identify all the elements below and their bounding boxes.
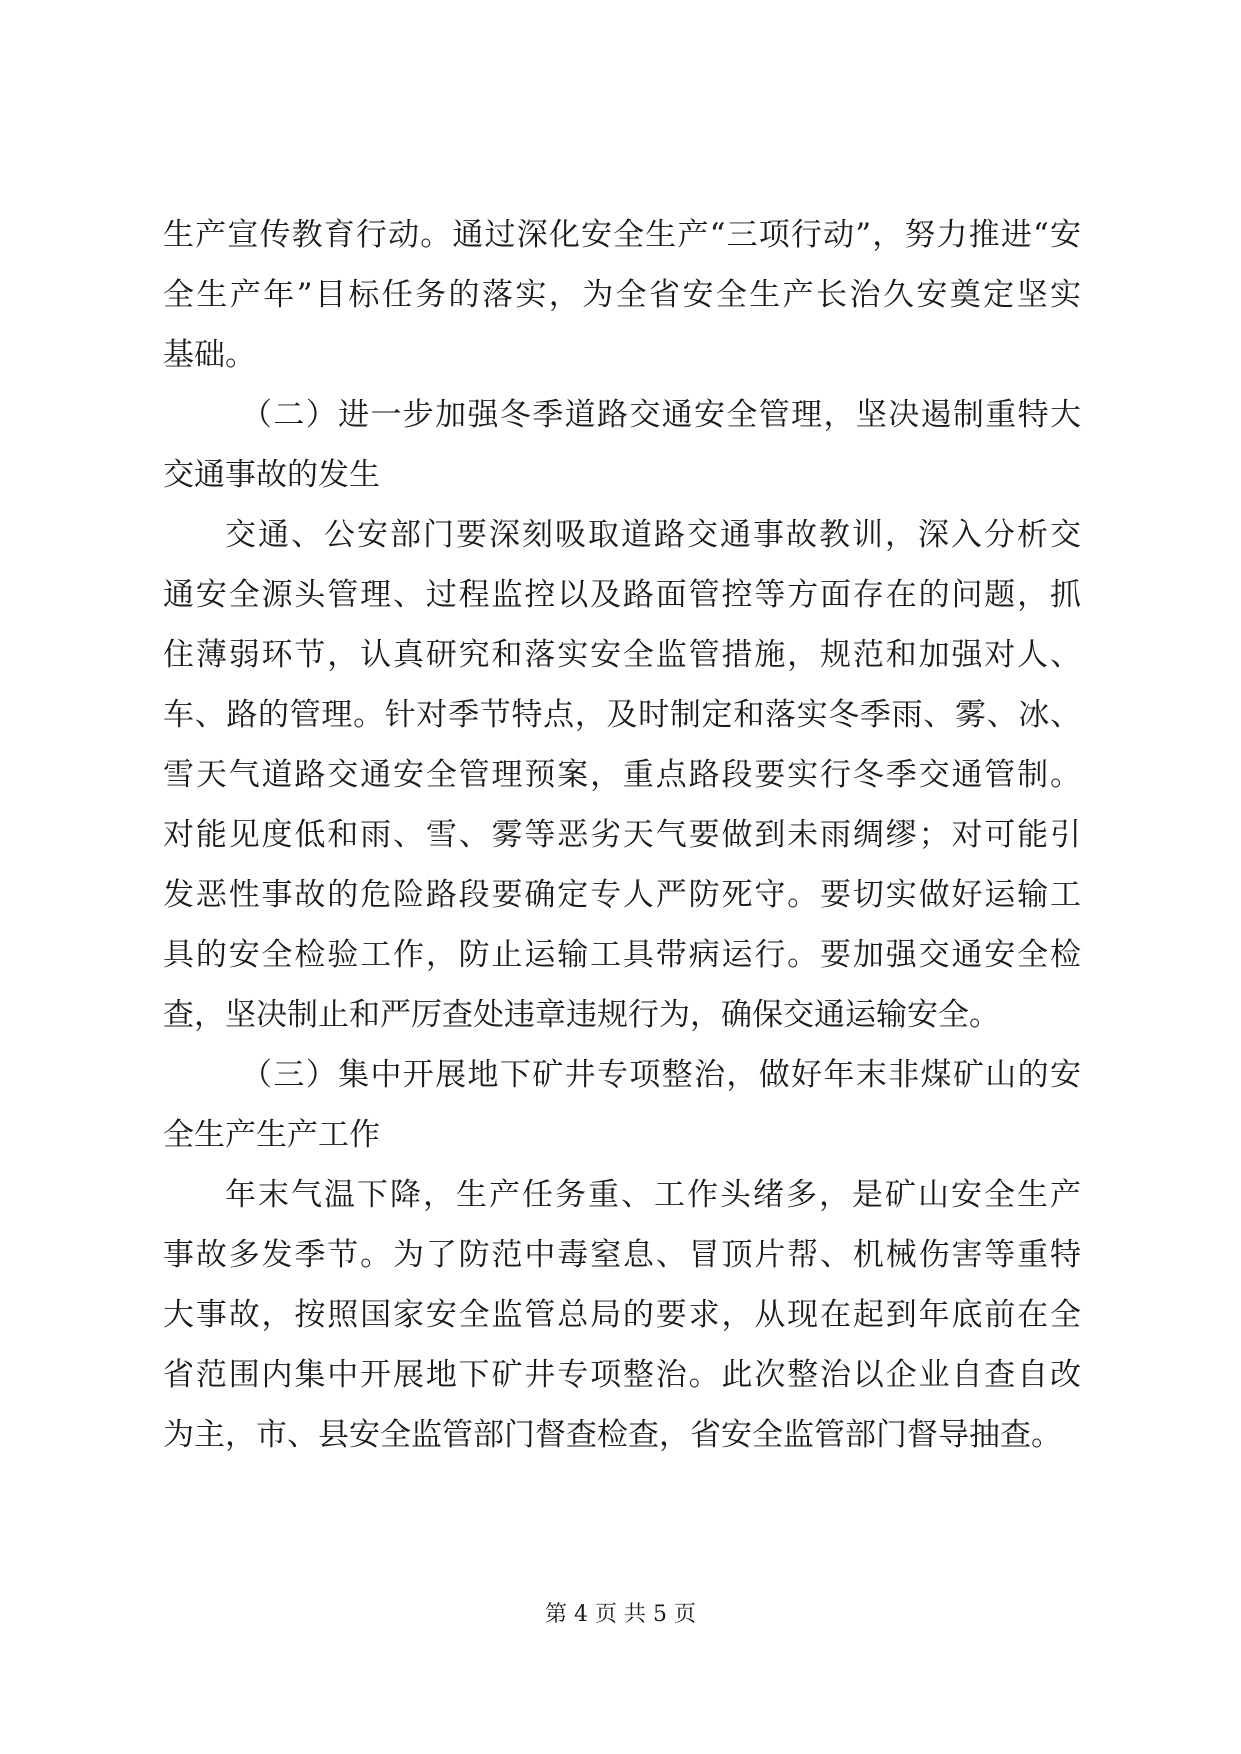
paragraph-line: 具的安全检验工作，防止运输工具带病运行。要加强交通安全检 bbox=[163, 937, 1081, 973]
paragraph-line: 住薄弱环节，认真研究和落实安全监管措施，规范和加强对人、 bbox=[163, 637, 1081, 673]
paragraph-line: 省范围内集中开展地下矿井专项整治。此次整治以企业自查自改 bbox=[163, 1357, 1081, 1393]
paragraph-line: 基础。 bbox=[163, 337, 256, 373]
paragraph-line: 年末气温下降，生产任务重、工作头绪多，是矿山安全生产 bbox=[225, 1177, 1081, 1213]
paragraph-line: 对能见度低和雨、雪、雾等恶劣天气要做到未雨绸缪；对可能引 bbox=[163, 817, 1081, 853]
paragraph-line: 为主，市、县安全监管部门督查检查，省安全监管部门督导抽查。 bbox=[163, 1417, 1062, 1453]
paragraph-line: 发恶性事故的危险路段要确定专人严防死守。要切实做好运输工 bbox=[163, 877, 1081, 913]
paragraph-line: 查，坚决制止和严厉查处违章违规行为，确保交通运输安全。 bbox=[163, 997, 1000, 1033]
paragraph-line: 事故多发季节。为了防范中毒窒息、冒顶片帮、机械伤害等重特 bbox=[163, 1237, 1081, 1273]
section-heading-line: 交通事故的发生 bbox=[163, 457, 380, 493]
paragraph-line: 雪天气道路交通安全管理预案，重点路段要实行冬季交通管制。 bbox=[163, 757, 1081, 793]
paragraph-line: 交通、公安部门要深刻吸取道路交通事故教训，深入分析交 bbox=[225, 517, 1081, 553]
paragraph-line: 通安全源头管理、过程监控以及路面管控等方面存在的问题，抓 bbox=[163, 577, 1081, 613]
paragraph-line: 大事故，按照国家安全监管总局的要求，从现在起到年底前在全 bbox=[163, 1297, 1081, 1333]
document-body bbox=[163, 205, 1081, 1465]
section-heading-line: （二）进一步加强冬季道路交通安全管理，坚决遏制重特大 bbox=[241, 397, 1081, 433]
paragraph-line: 全生产年”目标任务的落实，为全省安全生产长治久安奠定坚实 bbox=[163, 277, 1081, 313]
page-number-footer: 第 4 页 共 5 页 bbox=[545, 1602, 696, 1627]
paragraph-line: 生产宣传教育行动。通过深化安全生产“三项行动”，努力推进“安 bbox=[163, 217, 1081, 253]
section-heading-line: （三）集中开展地下矿井专项整治，做好年末非煤矿山的安 bbox=[241, 1057, 1081, 1093]
section-heading-line: 全生产生产工作 bbox=[163, 1117, 380, 1153]
paragraph-line: 车、路的管理。针对季节特点，及时制定和落实冬季雨、雾、冰、 bbox=[163, 697, 1081, 733]
